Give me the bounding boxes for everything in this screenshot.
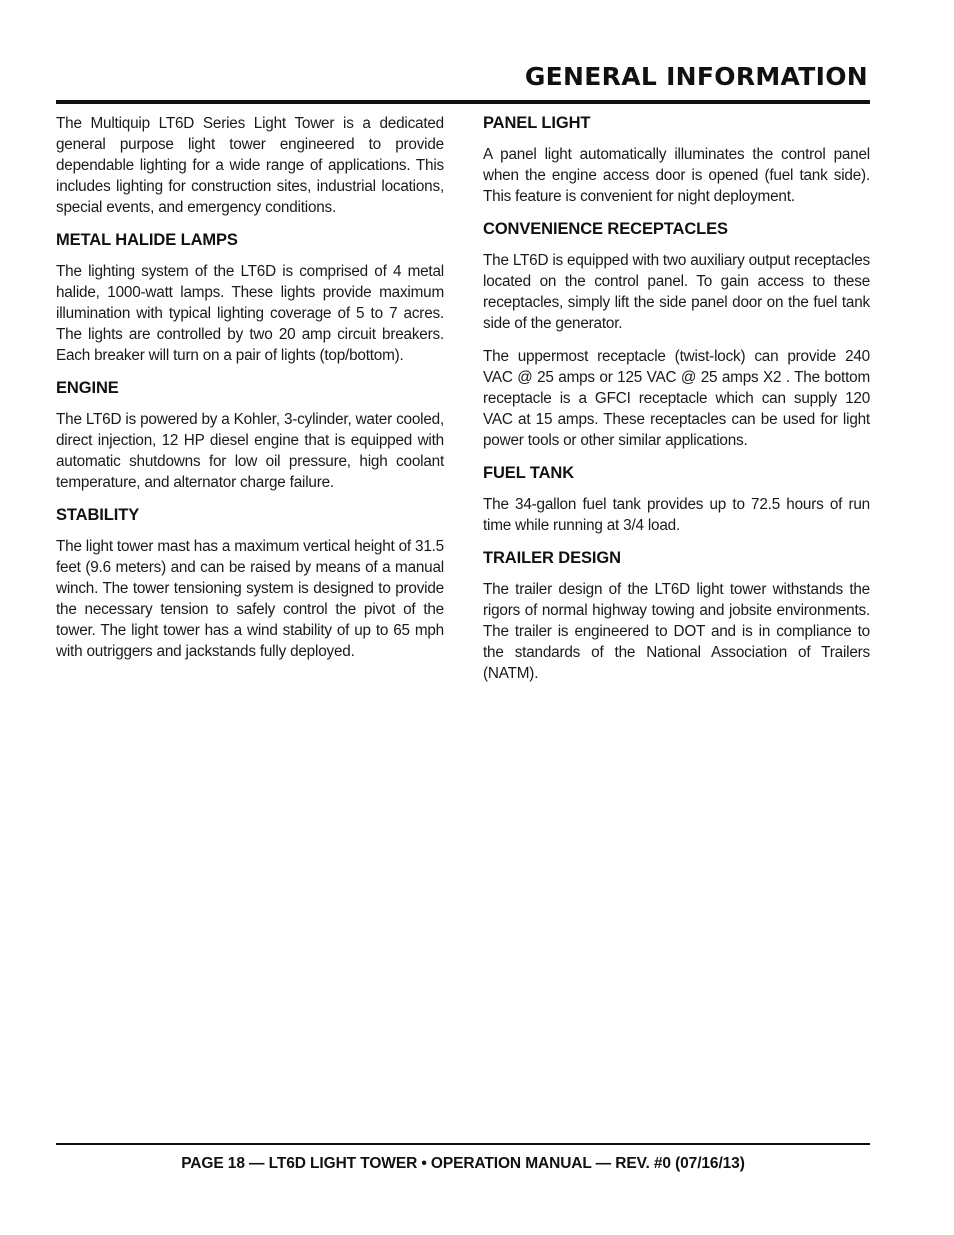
section-heading-stability: STABILITY [56, 506, 140, 524]
section-paragraph: The light tower mast has a maximum vertical height of 31.5 feet (9.6 meters) and can be raised by means of a manual winch. The tower tensioning system is designed to provide the necessary tension to safely control the pivot of the tower. The light tower has a wind stability of up to 65 mph with outriggers and jackstands fully deployed. [56, 538, 444, 660]
left-column [56, 113, 444, 674]
section-heading-panel-light: PANEL LIGHT [483, 114, 591, 132]
section-paragraph: The LT6D is equipped with two auxiliary output receptacles located on the control panel. To gain access to these receptacles, simply lift the side panel door on the fuel tank side of the generator. [483, 252, 870, 332]
section-paragraph: The uppermost receptacle (twist-lock) can provide 240 VAC @ 25 amps or 125 VAC @ 25 amps X2 . The bottom receptacle is a GFCI receptacle which can supply 120 VAC at 15 amps. These receptacles can be used for light power tools or other similar applications. [483, 348, 870, 449]
section-heading-metal-halide-lamps: METAL HALIDE LAMPS [56, 231, 238, 249]
header-rule [56, 100, 870, 104]
footer-rule [56, 1143, 870, 1145]
section-paragraph: The LT6D is powered by a Kohler, 3-cylinder, water cooled, direct injection, 12 HP diesel engine that is equipped with automatic shutdowns for low oil pressure, high coolant temperature, and alternator charge failure. [56, 411, 444, 491]
section-heading-trailer-design: TRAILER DESIGN [483, 549, 621, 567]
page-title: GENERAL INFORMATION [524, 62, 868, 91]
section-paragraph: The lighting system of the LT6D is comprised of 4 metal halide, 1000-watt lamps. These lights provide maximum illumination with typical lighting coverage of 5 to 7 acres. The lights are controlled by two 20 amp circuit breakers. Each breaker will turn on a pair of lights (top/bottom). [56, 263, 444, 364]
section-paragraph: The 34-gallon fuel tank provides up to 72.5 hours of run time while running at 3/4 load. [483, 496, 870, 534]
section-heading-convenience-receptacles: CONVENIENCE RECEPTACLES [483, 220, 728, 238]
section-paragraph: A panel light automatically illuminates the control panel when the engine access door is opened (fuel tank side). This feature is convenient for night deployment. [483, 146, 870, 205]
section-heading-fuel-tank: FUEL TANK [483, 464, 575, 482]
intro-paragraph: The Multiquip LT6D Series Light Tower is a dedicated general purpose light tower engineered to provide dependable lighting for a wide range of applications. This includes lighting for construction sites, industrial locations, special events, and emergency conditions. [56, 115, 444, 216]
page-footer: PAGE 18 — LT6D LIGHT TOWER • OPERATION MANUAL — REV. #0 (07/16/13) [181, 1155, 745, 1172]
section-heading-engine: ENGINE [56, 379, 119, 397]
right-column [483, 113, 870, 696]
section-paragraph: The trailer design of the LT6D light tower withstands the rigors of normal highway towing and jobsite environments. The trailer is engineered to DOT and is in compliance to the standards of the National Association of Trailers (NATM). [483, 581, 870, 682]
